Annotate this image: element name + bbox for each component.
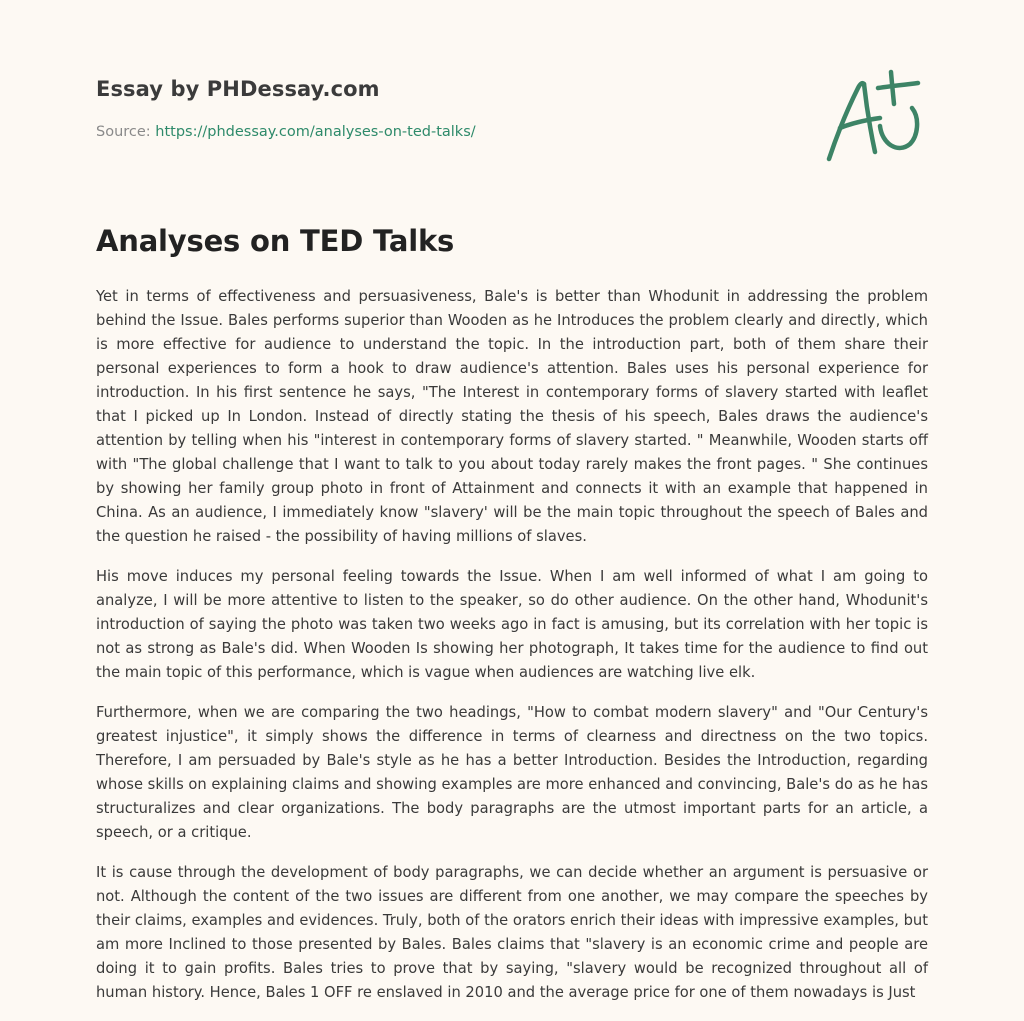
paragraph: Furthermore, when we are comparing the two headings, "How to combat modern slavery" and "Our Century's greatest injustice", it simply shows the difference in terms of clearness and directness on the two topics. Therefore, I am persuaded by Bale's style as he has a better Introduction. Besides the Introduction, regarding whose skills on explaining claims and showing examples are more enhanced and convincing, Bale's do as he has structuralizes and clear organizations. The body paragraphs are the utmost important parts for an article, a speech, or a critique. xyxy=(96,704,928,841)
a-plus-logo-icon xyxy=(822,68,930,164)
source-link[interactable]: https://phdessay.com/analyses-on-ted-talks/ xyxy=(155,124,476,140)
source-label: Source: xyxy=(96,124,151,140)
paragraph: It is cause through the development of body paragraphs, we can decide whether an argument is persuasive or not. Although the content of the two issues are different from one another, we may compare the speeches by their claims, examples and evidences. Truly, both of the orators enrich their ideas with impressive examples, but am more Inclined to those presented by Bales. Bales claims that "slavery is an economic crime and people are doing it to gain profits. Bales tries to prove that by saying, "slavery would be recognized throughout all of human history. Hence, Bales 1 OFF re enslaved in 2010 and the average price for one of them nowadays is Just xyxy=(96,864,928,1001)
paragraph: Yet in terms of effectiveness and persuasiveness, Bale's is better than Whodunit in addressing the problem behind the Issue. Bales performs superior than Wooden as he Introduces the problem clearly and directly, which is more effective for audience to understand the topic. In the introduction part, both of them share their personal experiences to form a hook to draw audience's attention. Bales uses his personal experience for introduction. In his first sentence he says, "The Interest in contemporary forms of slavery started with leaflet that I picked up In London. Instead of directly stating the thesis of his speech, Bales draws the audience's attention by telling when his "interest in contemporary forms of slavery started. " Meanwhile, Wooden starts off with "The global challenge that I want to talk to you about today rarely makes the front pages. " She continues by showing her family group photo in front of Attainment and connects it with an example that happened in China. As an audience, I immediately know "slavery' will be the main topic throughout the speech of Bales and the question he raised - the possibility of having millions of slaves. xyxy=(96,288,928,545)
page-title: Analyses on TED Talks xyxy=(96,224,455,258)
site-brand: Essay by PHDessay.com xyxy=(96,77,380,101)
paragraph: His move induces my personal feeling towards the Issue. When I am well informed of what I am going to analyze, I will be more attentive to listen to the speaker, so do other audience. On the other hand, Whodunit's introduction of saying the photo was taken two weeks ago in fact is amusing, but its correlation with her topic is not as strong as Bale's did. When Wooden Is showing her photograph, It takes time for the audience to find out the main topic of this performance, which is vague when audiences are watching live elk. xyxy=(96,568,928,681)
article-body xyxy=(96,285,928,1021)
source-line xyxy=(96,124,476,140)
